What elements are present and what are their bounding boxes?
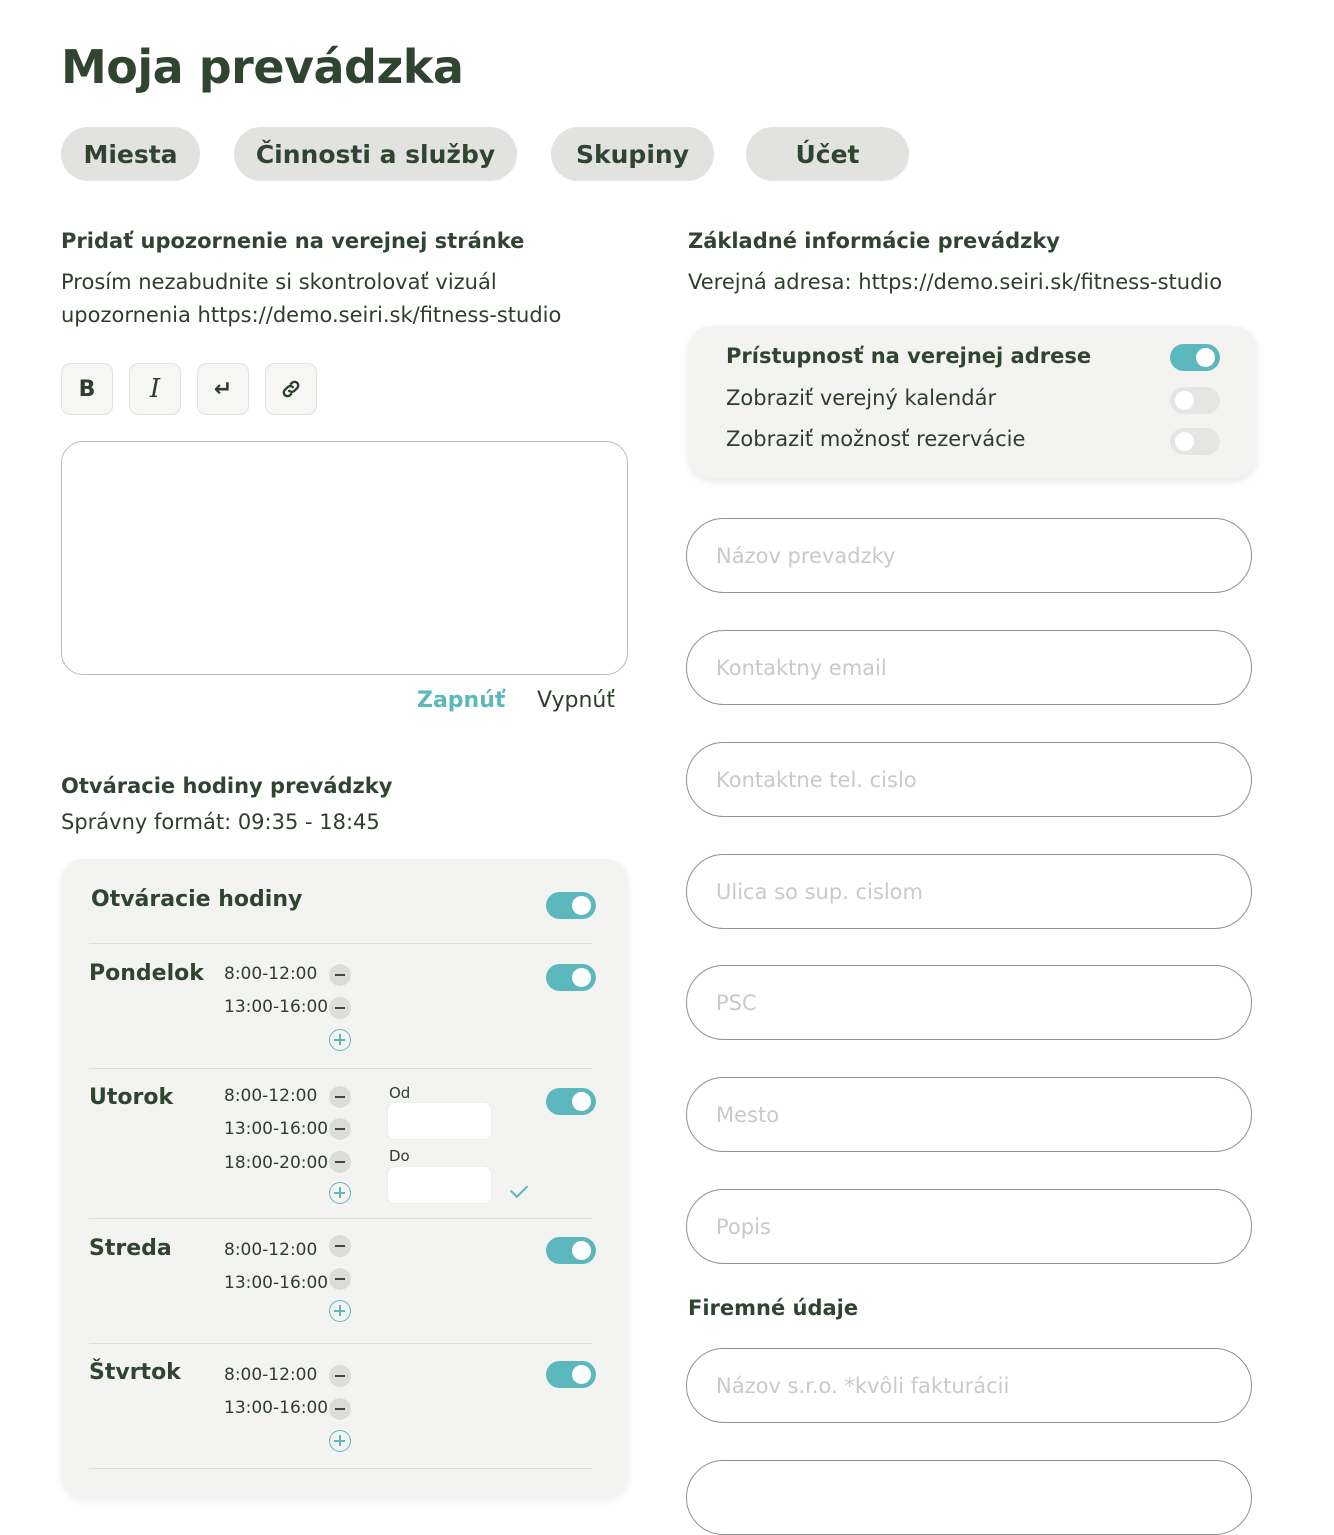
remove-slot-button[interactable] xyxy=(329,1151,351,1173)
disable-notice-link[interactable]: Vypnúť xyxy=(537,688,615,713)
remove-slot-button[interactable] xyxy=(329,1365,351,1387)
link-button[interactable] xyxy=(265,363,317,415)
add-slot-button[interactable] xyxy=(329,1300,351,1322)
tab-ucet[interactable]: Účet xyxy=(746,127,909,181)
link-icon xyxy=(280,378,302,400)
divider xyxy=(89,943,592,944)
to-time-input[interactable] xyxy=(387,1166,492,1204)
divider xyxy=(89,1218,592,1219)
from-time-input[interactable] xyxy=(387,1102,492,1140)
public-address: Verejná adresa: https://demo.seiri.sk/fitness-studio xyxy=(688,270,1223,294)
company-heading: Firemné údaje xyxy=(688,1296,859,1320)
time-slot: 8:00-12:00 xyxy=(224,1365,318,1385)
day-name-stvrtok: Štvrtok xyxy=(89,1360,181,1385)
divider xyxy=(89,1468,592,1469)
remove-slot-button[interactable] xyxy=(329,1086,351,1108)
page-title: Moja prevádzka xyxy=(61,40,464,94)
hours-heading: Otváracie hodiny prevádzky xyxy=(61,774,393,798)
add-slot-button[interactable] xyxy=(329,1029,351,1051)
time-slot: 13:00-16:00 xyxy=(224,1398,329,1418)
day-toggle-stvrtok[interactable] xyxy=(546,1361,596,1388)
business-name-input[interactable]: Názov prevadzky xyxy=(686,518,1252,593)
day-name-utorok: Utorok xyxy=(89,1085,174,1110)
time-slot: 13:00-16:00 xyxy=(224,1273,329,1293)
remove-slot-button[interactable] xyxy=(329,997,351,1019)
street-input[interactable]: Ulica so sup. cislom xyxy=(686,854,1252,929)
notice-text-line1: Prosím nezabudnite si skontrolovať vizuál xyxy=(61,270,497,294)
city-input[interactable]: Mesto xyxy=(686,1077,1252,1152)
contact-phone-input[interactable]: Kontaktne tel. cislo xyxy=(686,742,1252,817)
access-title: Prístupnosť na verejnej adrese xyxy=(726,344,1092,368)
show-booking-label: Zobraziť možnosť rezervácie xyxy=(726,427,1026,451)
add-slot-button[interactable] xyxy=(329,1182,351,1204)
remove-slot-button[interactable] xyxy=(329,1398,351,1420)
linebreak-button[interactable] xyxy=(197,363,249,415)
access-toggle[interactable] xyxy=(1170,344,1220,371)
bold-icon: B xyxy=(78,376,96,402)
show-calendar-toggle[interactable] xyxy=(1170,387,1220,414)
day-name-streda: Streda xyxy=(89,1236,172,1261)
time-slot: 18:00-20:00 xyxy=(224,1153,329,1173)
contact-email-input[interactable]: Kontaktny email xyxy=(686,630,1252,705)
remove-slot-button[interactable] xyxy=(329,1268,351,1290)
remove-slot-button[interactable] xyxy=(329,1235,351,1257)
divider xyxy=(89,1343,592,1344)
time-slot: 8:00-12:00 xyxy=(224,1240,318,1260)
linebreak-icon: ↵ xyxy=(213,376,233,402)
tab-miesta[interactable]: Miesta xyxy=(61,127,200,181)
from-label: Od xyxy=(389,1084,411,1102)
italic-button[interactable] xyxy=(129,363,181,415)
day-toggle-utorok[interactable] xyxy=(546,1088,596,1115)
remove-slot-button[interactable] xyxy=(329,964,351,986)
time-slot: 8:00-12:00 xyxy=(224,964,318,984)
hours-card-toggle[interactable] xyxy=(546,892,596,919)
time-slot: 8:00-12:00 xyxy=(224,1086,318,1106)
notice-text-line2: upozornenia https://demo.seiri.sk/fitness-studio xyxy=(61,303,562,327)
basic-info-heading: Základné informácie prevádzky xyxy=(688,229,1060,253)
time-slot: 13:00-16:00 xyxy=(224,997,329,1017)
company-name-input[interactable]: Názov s.r.o. *kvôli fakturácii xyxy=(686,1348,1252,1423)
hours-format-hint: Správny formát: 09:35 - 18:45 xyxy=(61,810,380,834)
day-name-pondelok: Pondelok xyxy=(89,961,204,986)
remove-slot-button[interactable] xyxy=(329,1118,351,1140)
description-input[interactable]: Popis xyxy=(686,1189,1252,1264)
show-calendar-label: Zobraziť verejný kalendár xyxy=(726,386,997,410)
zip-input[interactable]: PSC xyxy=(686,965,1252,1040)
notice-editor[interactable] xyxy=(61,441,628,675)
public-access-card xyxy=(689,326,1256,478)
day-toggle-pondelok[interactable] xyxy=(546,964,596,991)
add-slot-button[interactable] xyxy=(329,1430,351,1452)
enable-notice-link[interactable]: Zapnúť xyxy=(417,688,506,713)
bold-button[interactable] xyxy=(61,363,113,415)
opening-hours-card xyxy=(61,859,628,1499)
hours-card-title: Otváracie hodiny xyxy=(91,887,303,912)
divider xyxy=(89,1068,592,1069)
tab-cinnosti-a-sluzby[interactable]: Činnosti a služby xyxy=(234,127,517,181)
time-slot: 13:00-16:00 xyxy=(224,1119,329,1139)
show-booking-toggle[interactable] xyxy=(1170,428,1220,455)
day-toggle-streda[interactable] xyxy=(546,1237,596,1264)
italic-icon: I xyxy=(149,374,161,404)
confirm-check-icon[interactable] xyxy=(510,1180,528,1198)
to-label: Do xyxy=(389,1147,410,1165)
tab-skupiny[interactable]: Skupiny xyxy=(551,127,714,181)
notice-heading: Pridať upozornenie na verejnej stránke xyxy=(61,229,525,253)
company-next-input[interactable] xyxy=(686,1460,1252,1535)
